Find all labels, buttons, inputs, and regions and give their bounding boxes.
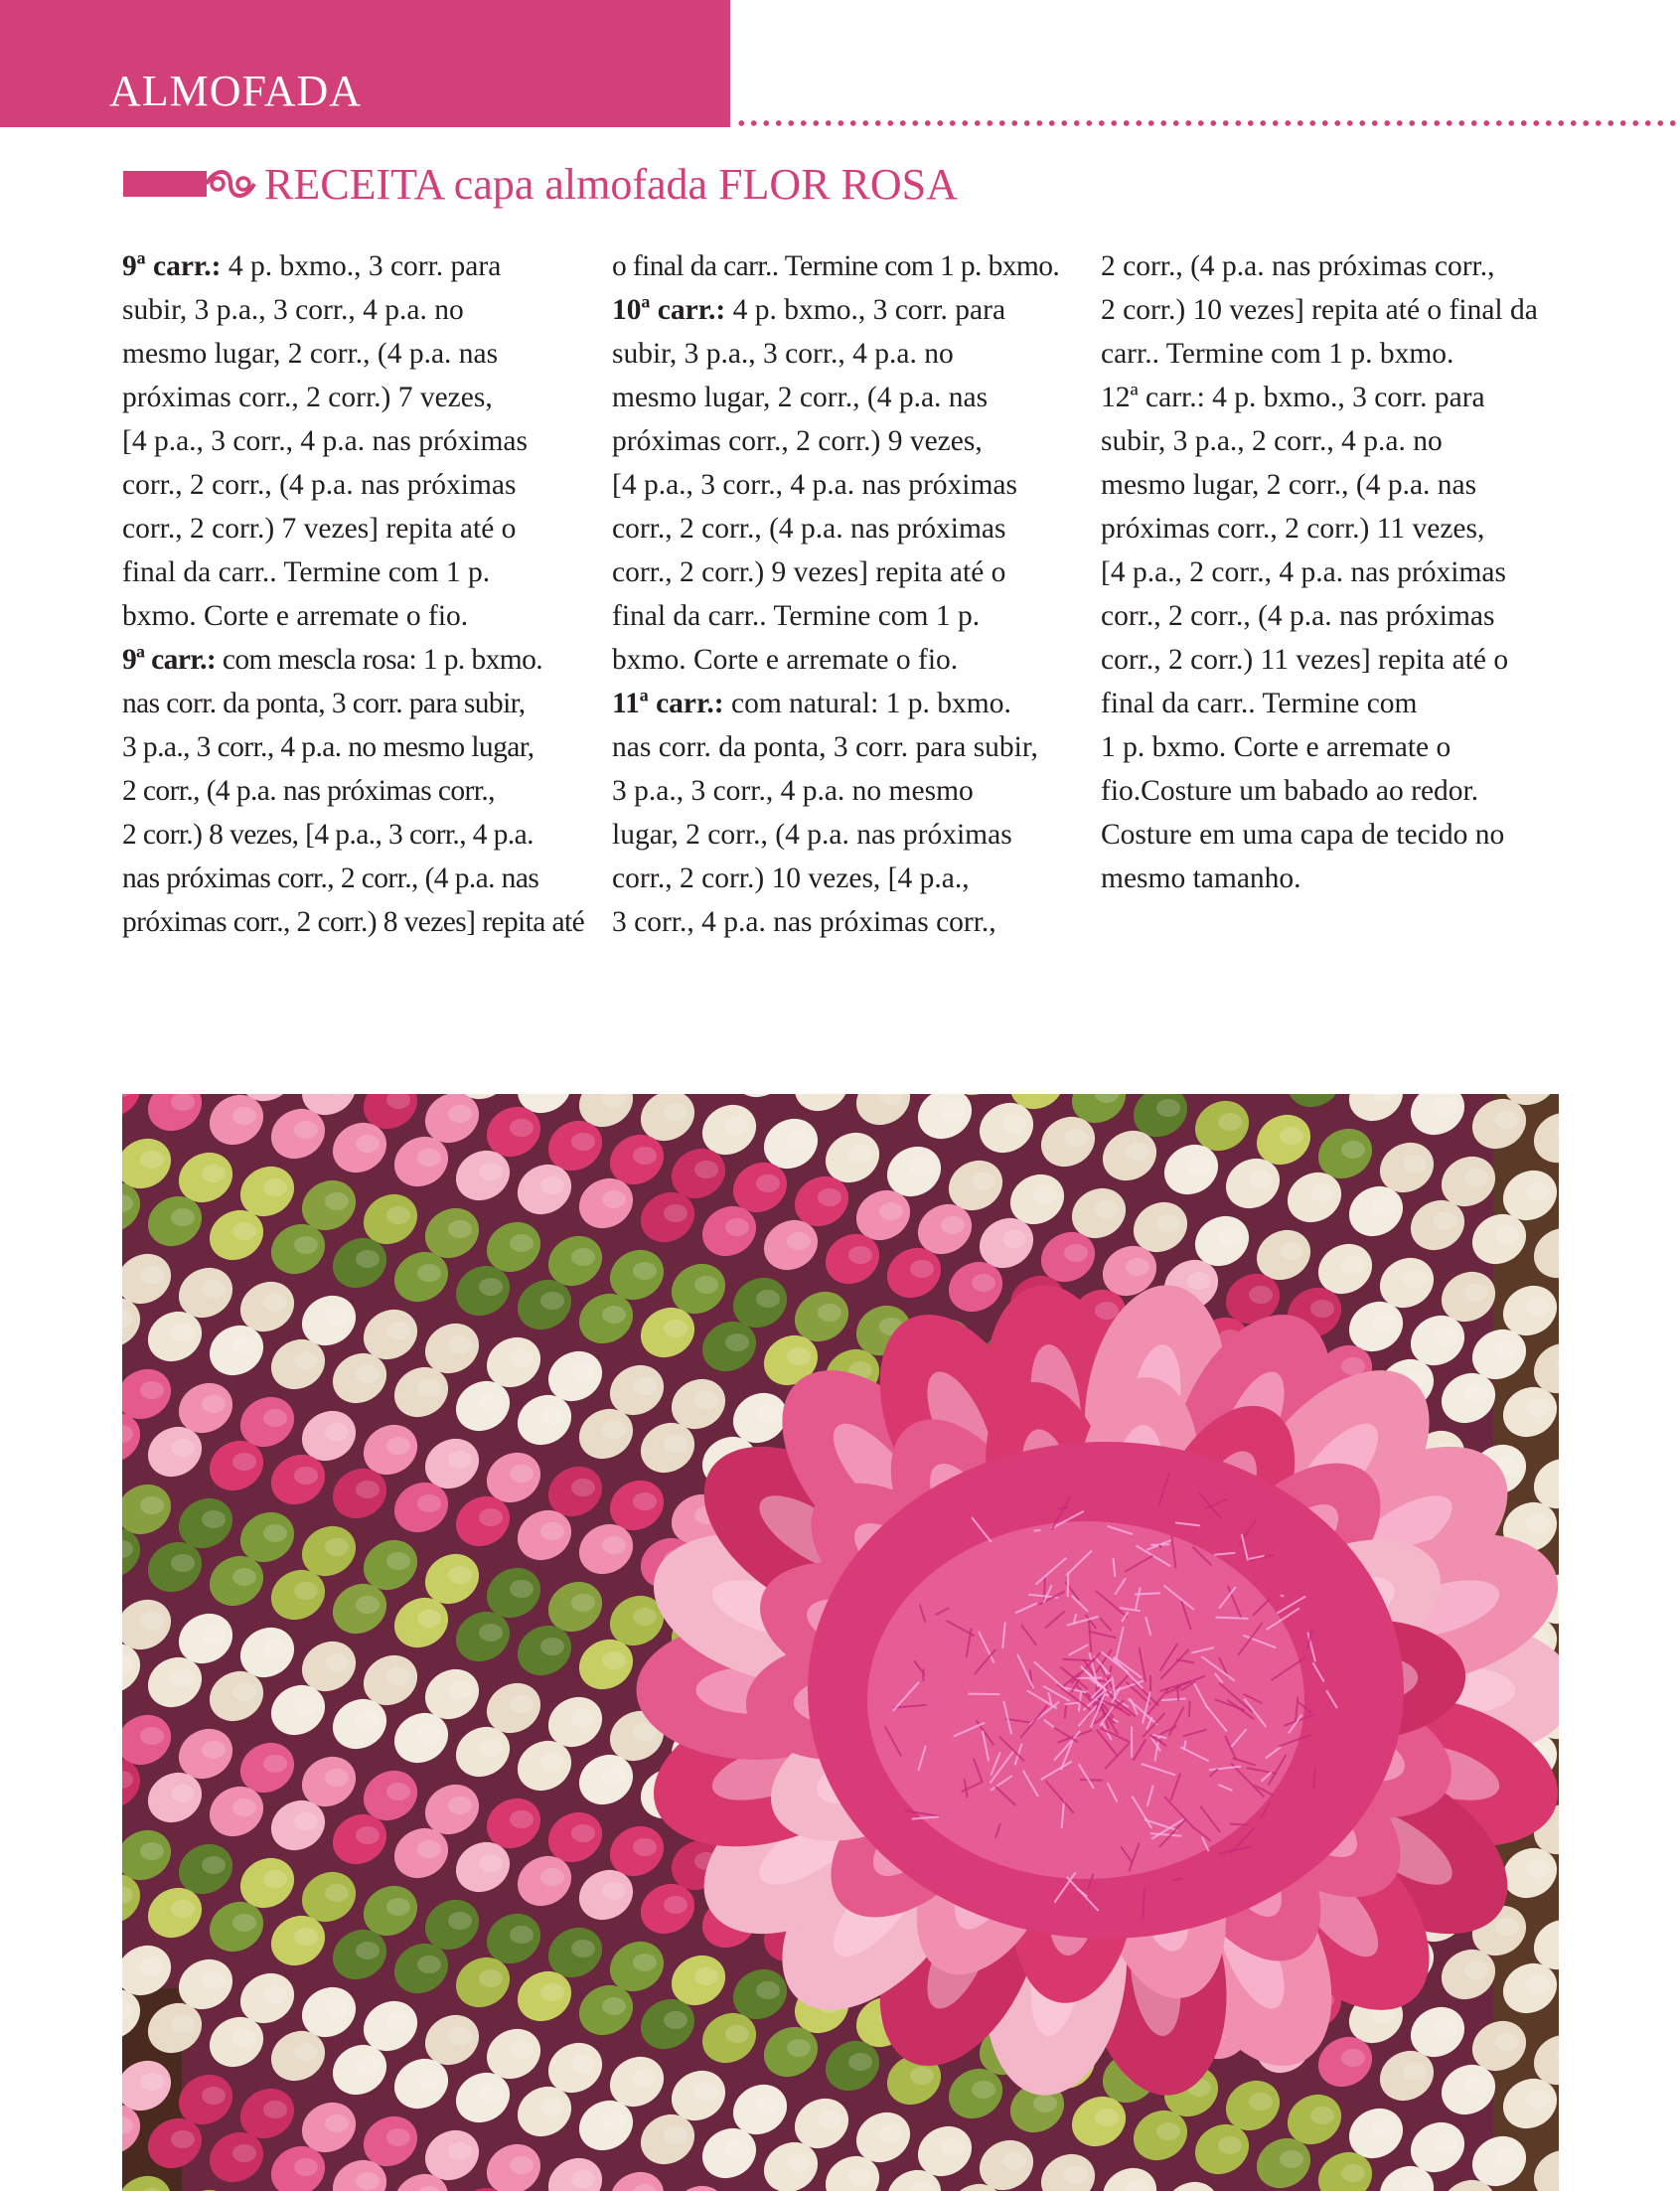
recipe-line — [122, 463, 579, 507]
section-title: ALMOFADA — [109, 67, 363, 115]
recipe-text: Costure em uma capa de tecido no — [1101, 819, 1505, 851]
recipe-line — [122, 550, 579, 594]
recipe-line — [612, 638, 1069, 682]
recipe-line — [612, 594, 1069, 638]
recipe-line — [612, 376, 1069, 419]
recipe-text: carr.. Termine com 1 p. bxmo. — [1101, 338, 1454, 370]
recipe-line — [122, 857, 579, 900]
text-column-1 — [122, 244, 585, 944]
round-label: 11ª carr.: — [612, 688, 724, 719]
recipe-text: 2 corr.) 8 vezes, [4 p.a., 3 corr., 4 p.a. — [122, 819, 534, 851]
recipe-text: próximas corr., 2 corr.) 7 vezes, — [122, 382, 493, 413]
round-label: 9ª carr.: — [122, 250, 222, 282]
recipe-line — [612, 332, 1069, 376]
recipe-text: subir, 3 p.a., 3 corr., 4 p.a. no — [612, 338, 954, 370]
recipe-text: nas corr. da ponta, 3 corr. para subir, — [122, 688, 526, 719]
recipe-text: final da carr.. Termine com 1 p. — [612, 600, 981, 632]
recipe-line — [1101, 725, 1558, 769]
recipe-line — [612, 769, 1069, 813]
recipe-text: bxmo. Corte e arremate o fio. — [612, 644, 959, 676]
heading-accent-bar — [123, 171, 207, 197]
dotted-divider — [735, 119, 1679, 127]
recipe-line — [1101, 376, 1558, 419]
recipe-line — [122, 288, 579, 332]
recipe-line — [122, 332, 579, 376]
recipe-line — [1101, 769, 1558, 813]
recipe-line — [1101, 638, 1558, 682]
recipe-text: nas corr. da ponta, 3 corr. para subir, — [612, 731, 1038, 763]
recipe-line — [612, 725, 1069, 769]
recipe-text: subir, 3 p.a., 2 corr., 4 p.a. no — [1101, 425, 1443, 457]
recipe-text: o final da carr.. Termine com 1 p. bxmo. — [612, 250, 1060, 282]
recipe-line — [1101, 813, 1558, 857]
recipe-line — [122, 594, 579, 638]
recipe-line — [1101, 419, 1558, 463]
recipe-text: fio.Costure um babado ao redor. — [1101, 775, 1479, 807]
recipe-line — [122, 507, 579, 550]
recipe-line — [612, 507, 1069, 550]
recipe-line — [1101, 463, 1558, 507]
recipe-text: lugar, 2 corr., (4 p.a. nas próximas — [612, 819, 1012, 851]
recipe-title: RECEITA capa almofada FLOR ROSA — [264, 159, 958, 209]
recipe-line — [1101, 594, 1558, 638]
recipe-text: com natural: 1 p. bxmo. — [723, 688, 1011, 719]
recipe-text: nas próximas corr., 2 corr., (4 p.a. nas — [122, 862, 539, 894]
recipe-text: com mescla rosa: 1 p. bxmo. — [216, 644, 543, 676]
recipe-line — [1101, 682, 1558, 725]
recipe-line — [122, 376, 579, 419]
recipe-line — [612, 813, 1069, 857]
recipe-line — [1101, 332, 1558, 376]
scroll-ornament-icon — [205, 164, 256, 204]
recipe-text: 12ª carr.: 4 p. bxmo., 3 corr. para — [1101, 382, 1485, 413]
recipe-line — [122, 769, 579, 813]
recipe-line — [122, 419, 579, 463]
round-label: 9ª carr.: — [122, 644, 217, 676]
recipe-line — [612, 900, 1069, 944]
recipe-line — [1101, 857, 1558, 900]
text-column-3 — [1101, 244, 1558, 900]
recipe-line — [1101, 244, 1558, 288]
recipe-line — [612, 857, 1069, 900]
recipe-text: 2 corr., (4 p.a. nas próximas corr., — [122, 775, 495, 807]
recipe-text: 1 p. bxmo. Corte e arremate o — [1101, 731, 1451, 763]
recipe-text: [4 p.a., 3 corr., 4 p.a. nas próximas — [612, 469, 1017, 501]
recipe-line — [1101, 507, 1558, 550]
recipe-text: corr., 2 corr., (4 p.a. nas próximas — [1101, 600, 1495, 632]
recipe-text: [4 p.a., 2 corr., 4 p.a. nas próximas — [1101, 556, 1506, 588]
recipe-line — [122, 813, 579, 857]
recipe-text: 2 corr., (4 p.a. nas próximas corr., — [1101, 250, 1495, 282]
recipe-text: mesmo lugar, 2 corr., (4 p.a. nas — [1101, 469, 1477, 501]
recipe-text: mesmo lugar, 2 corr., (4 p.a. nas — [122, 338, 499, 370]
recipe-text: 3 p.a., 3 corr., 4 p.a. no mesmo — [612, 775, 974, 807]
recipe-text: [4 p.a., 3 corr., 4 p.a. nas próximas — [122, 425, 528, 457]
recipe-line — [122, 244, 579, 288]
recipe-text: corr., 2 corr.) 11 vezes] repita até o — [1101, 644, 1509, 676]
recipe-text: bxmo. Corte e arremate o fio. — [122, 600, 469, 632]
recipe-line — [612, 682, 1069, 725]
recipe-text: corr., 2 corr.) 7 vezes] repita até o — [122, 513, 517, 545]
recipe-line — [612, 463, 1069, 507]
recipe-text: final da carr.. Termine com 1 p. — [122, 556, 491, 588]
crochet-cushion-photo — [122, 1094, 1559, 2191]
recipe-text: corr., 2 corr.) 10 vezes, [4 p.a., — [612, 862, 970, 894]
recipe-line — [612, 288, 1069, 332]
recipe-text: mesmo tamanho. — [1101, 862, 1301, 894]
recipe-text: próximas corr., 2 corr.) 11 vezes, — [1101, 513, 1485, 545]
recipe-line — [122, 638, 579, 682]
recipe-line — [1101, 550, 1558, 594]
recipe-text: mesmo lugar, 2 corr., (4 p.a. nas — [612, 382, 989, 413]
round-label: 10ª carr.: — [612, 294, 726, 326]
recipe-text: subir, 3 p.a., 3 corr., 4 p.a. no — [122, 294, 464, 326]
recipe-line — [612, 419, 1069, 463]
recipe-text: próximas corr., 2 corr.) 8 vezes] repita até — [122, 906, 585, 938]
recipe-text: 2 corr.) 10 vezes] repita até o final da — [1101, 294, 1538, 326]
recipe-text: corr., 2 corr., (4 p.a. nas próximas — [612, 513, 1006, 545]
recipe-line — [122, 725, 579, 769]
recipe-text: próximas corr., 2 corr.) 9 vezes, — [612, 425, 983, 457]
recipe-line — [612, 550, 1069, 594]
recipe-text: 3 corr., 4 p.a. nas próximas corr., — [612, 906, 996, 938]
text-column-2 — [612, 244, 1069, 944]
recipe-text: 4 p. bxmo., 3 corr. para — [221, 250, 502, 282]
recipe-text: 3 p.a., 3 corr., 4 p.a. no mesmo lugar, — [122, 731, 535, 763]
recipe-text: corr., 2 corr.) 9 vezes] repita até o — [612, 556, 1006, 588]
recipe-line — [122, 682, 579, 725]
recipe-line — [1101, 288, 1558, 332]
recipe-line — [612, 244, 1069, 288]
recipe-text: 4 p. bxmo., 3 corr. para — [725, 294, 1006, 326]
recipe-heading — [123, 159, 958, 209]
recipe-line — [122, 900, 585, 944]
recipe-text: final da carr.. Termine com — [1101, 688, 1418, 719]
recipe-text: corr., 2 corr., (4 p.a. nas próximas — [122, 469, 517, 501]
